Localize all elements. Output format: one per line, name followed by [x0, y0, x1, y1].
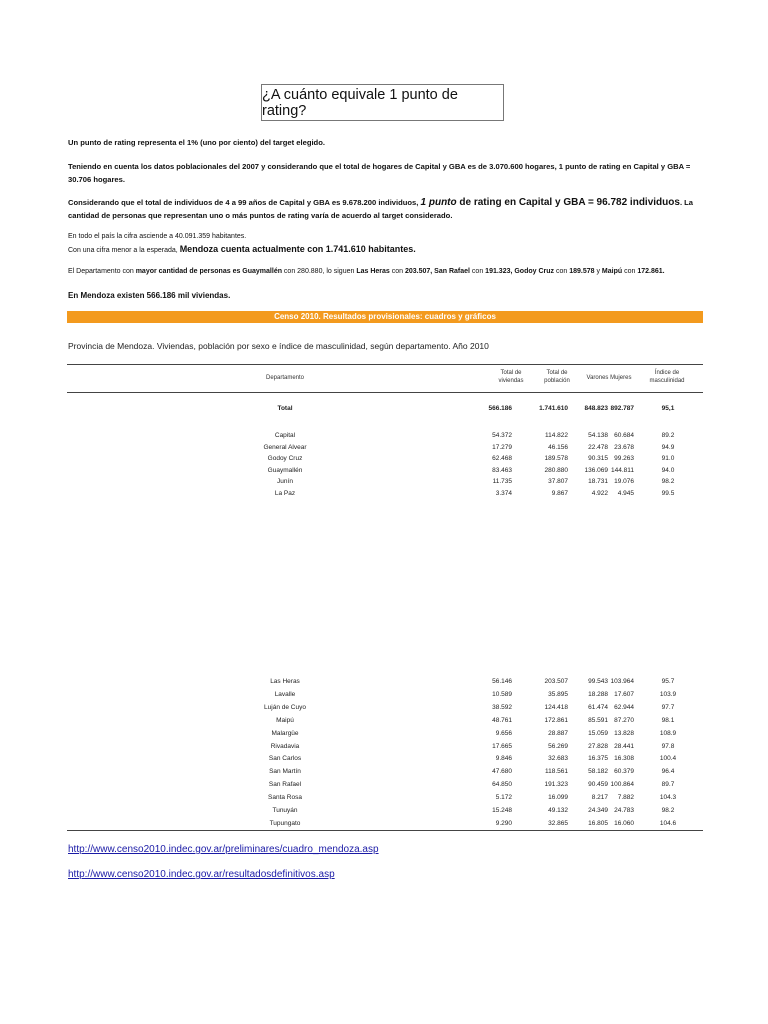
table-row-dep: General Alvear — [263, 443, 307, 451]
table-row-ind: 108.9 — [659, 729, 677, 737]
table-row-ind: 89.2 — [661, 432, 675, 439]
table-row-pob: 32.865 — [548, 819, 568, 827]
table-row-var: 18.288 — [588, 690, 608, 698]
table-row-muj: 16.308 — [614, 755, 634, 763]
table-total-muj: 892.787 — [610, 405, 634, 412]
table-row-muj: 19.076 — [614, 478, 634, 486]
table-row-muj: 60.379 — [614, 768, 634, 776]
table-row-dep: Tunuyán — [272, 807, 298, 814]
table-row-muj: 7.882 — [617, 794, 634, 802]
table-row-viv: 38.592 — [492, 703, 512, 711]
table-row-ind: 98.1 — [661, 716, 675, 724]
table-row-muj: 62.944 — [614, 703, 634, 711]
paragraph-departamentos — [68, 265, 708, 278]
table-row-viv: 47.680 — [492, 768, 512, 776]
table-row-dep: La Paz — [274, 490, 296, 497]
table-row-var: 8.217 — [591, 794, 608, 802]
table-row-dep: San Rafael — [268, 781, 302, 789]
table-row-pob: 172.861 — [544, 716, 568, 724]
text-segment: con — [469, 268, 486, 275]
paragraph-hogares: Teniendo en cuenta los datos poblacionales del 2007 y considerando que el total de hogares de Capital y GBA es de 3.070.600 hogares, 1 punto de rating en Capital y GBA = 30.706 hogares. — [68, 162, 691, 184]
table-total-ind: 95,1 — [661, 405, 675, 412]
text-segment-bold: 189.578 — [569, 268, 595, 275]
header-line: Total de — [500, 370, 522, 376]
table-row-pob: 35.895 — [548, 690, 568, 698]
table-row-viv: 9.656 — [495, 729, 512, 737]
table-row-ind: 104.3 — [659, 794, 677, 802]
table-row-ind: 97.8 — [661, 742, 675, 750]
table-row-var: 90.315 — [588, 455, 608, 463]
table-row-viv: 11.735 — [492, 478, 512, 486]
table-row-ind: 99.5 — [661, 490, 675, 497]
table-row-pob: 189.578 — [544, 455, 568, 463]
table-row-dep: Rivadavia — [270, 742, 300, 750]
table-row-var: 61.474 — [588, 703, 608, 711]
table-row-viv: 9.846 — [495, 755, 512, 763]
link-cuadro-mendoza[interactable]: http://www.censo2010.indec.gov.ar/preliminares/cuadro_mendoza.asp — [68, 844, 379, 855]
table-row-muj: 24.783 — [614, 807, 634, 814]
table-row-ind: 94.9 — [661, 443, 675, 451]
header-line: masculinidad — [649, 378, 685, 384]
text-segment: con — [554, 268, 570, 275]
table-row-pob: 46.156 — [548, 443, 568, 451]
table-row-dep: Tupungato — [269, 819, 301, 827]
paragraph-rating-definition: Un punto de rating representa el 1% (uno por ciento) del target elegido. — [68, 138, 325, 147]
table-row-pob: 9.867 — [551, 490, 568, 497]
header-line: población — [544, 378, 570, 384]
table-row-muj: 144.811 — [610, 466, 634, 474]
table-row-ind: 89.7 — [661, 781, 675, 789]
table-header-rule — [67, 392, 703, 393]
text-segment: con 280.880, lo siguen — [281, 268, 357, 275]
table-row-muj: 16.060 — [614, 819, 634, 827]
header-indice — [642, 369, 692, 385]
table-row-var: 4.922 — [591, 490, 608, 497]
text-segment-bold: mayor cantidad de personas es Guaymallén — [135, 268, 282, 275]
table-total-var: 848.823 — [584, 405, 608, 412]
table-row-var: 15.059 — [588, 729, 608, 737]
table-row-viv: 48.761 — [492, 716, 512, 724]
text-segment: con — [389, 268, 405, 275]
header-poblacion — [534, 369, 580, 385]
text-line — [68, 243, 708, 257]
header-line: viviendas — [498, 378, 524, 384]
table-row-var: 18.731 — [588, 478, 608, 486]
table-row-muj: 4.945 — [617, 490, 634, 497]
text-line: En todo el país la cifra asciende a 40.091.359 habitantes. — [68, 233, 247, 240]
table-caption: Provincia de Mendoza. Viviendas, población por sexo e índice de masculinidad, según departamento. Año 2010 — [68, 341, 489, 351]
text-segment-italic: 1 punto — [420, 197, 457, 208]
table-row-dep: Junín — [277, 478, 293, 486]
table-row-var: 16.805 — [588, 819, 608, 827]
header-departamento: Departamento — [265, 375, 305, 381]
table-row-muj: 100.864 — [610, 781, 634, 789]
table-row-ind: 97.7 — [661, 703, 675, 711]
text-segment: El Departamento con — [68, 268, 136, 275]
table-row-muj: 13.828 — [614, 729, 634, 737]
table-row-viv: 17.665 — [492, 742, 512, 750]
table-total-viv: 566.186 — [488, 405, 512, 412]
table-row-var: 16.375 — [588, 755, 608, 763]
table-row-muj: 87.270 — [614, 716, 634, 724]
header-varones-mujeres: Varones Mujeres — [586, 375, 632, 381]
table-row-dep: Malargüe — [271, 729, 299, 737]
table-row-pob: 32.683 — [548, 755, 568, 763]
link-resultados-definitivos[interactable]: http://www.censo2010.indec.gov.ar/resultadosdefinitivos.asp — [68, 869, 335, 880]
table-row-viv: 9.290 — [495, 819, 512, 827]
table-row-viv: 64.850 — [492, 781, 512, 789]
table-row-dep: Maipú — [276, 716, 294, 724]
table-row-ind: 94.0 — [661, 466, 675, 474]
table-row-muj: 103.964 — [610, 678, 634, 685]
header-line: Índice de — [654, 370, 680, 376]
table-row-viv: 10.589 — [492, 690, 512, 698]
table-row-ind: 95.7 — [661, 678, 675, 685]
text-segment: y — [594, 268, 602, 275]
table-row-pob: 280.880 — [544, 466, 568, 474]
text-segment-bold: 203.507, San Rafael — [404, 268, 470, 275]
table-row-pob: 114.822 — [544, 432, 568, 439]
text-segment: . La cantidad de personas que representan uno o más puntos de rating varía de acuerdo al target considerado. — [68, 198, 694, 220]
table-row-dep: Godoy Cruz — [267, 455, 303, 463]
table-row-var: 27.828 — [588, 742, 608, 750]
table-row-var: 136.069 — [584, 466, 608, 474]
table-row-viv: 54.372 — [492, 432, 512, 439]
text-segment-bold: Las Heras — [356, 268, 390, 275]
table-row-dep: Las Heras — [270, 678, 300, 685]
header-line: Total de — [546, 370, 568, 376]
table-row-pob: 118.561 — [544, 768, 568, 776]
table-row-ind: 96.4 — [661, 768, 675, 776]
table-row-viv: 5.172 — [495, 794, 512, 802]
text-segment-bold: Maipú — [601, 268, 623, 275]
table-row-viv: 62.468 — [492, 455, 512, 463]
table-row-muj: 60.684 — [614, 432, 634, 439]
table-row-viv: 3.374 — [495, 490, 512, 497]
table-row-var: 90.459 — [588, 781, 608, 789]
table-row-dep: Capital — [274, 432, 296, 439]
table-row-var: 99.543 — [588, 678, 608, 685]
text-segment: con — [622, 268, 638, 275]
table-row-pob: 28.887 — [548, 729, 568, 737]
census-banner: Censo 2010. Resultados provisionales: cuadros y gráficos — [67, 311, 703, 323]
text-segment: Con una cifra menor a la esperada, — [68, 247, 180, 254]
table-row-dep: Luján de Cuyo — [264, 703, 306, 711]
table-row-viv: 17.279 — [492, 443, 512, 451]
table-row-pob: 16.099 — [548, 794, 568, 802]
table-row-ind: 103.9 — [659, 690, 677, 698]
table-row-dep: Guaymallén — [267, 466, 303, 474]
table-row-ind: 100.4 — [659, 755, 677, 763]
page-title: ¿A cuánto equivale 1 punto de rating? — [261, 84, 504, 121]
table-row-pob: 56.269 — [548, 742, 568, 750]
table-row-muj: 23.678 — [614, 443, 634, 451]
paragraph-viviendas: En Mendoza existen 566.186 mil viviendas. — [68, 291, 231, 300]
table-row-ind: 104.6 — [659, 819, 677, 827]
table-row-dep: San Martín — [269, 768, 301, 776]
table-total-dep: Total — [277, 405, 293, 412]
table-row-pob: 37.807 — [548, 478, 568, 486]
table-total-pob: 1.741.610 — [539, 405, 568, 412]
table-row-pob: 49.132 — [548, 807, 568, 814]
table-row-viv: 15.248 — [492, 807, 512, 814]
text-segment-big: de rating en Capital y GBA = 96.782 individuos — [456, 197, 680, 208]
table-row-pob: 203.507 — [544, 678, 568, 685]
table-row-ind: 98.2 — [661, 807, 675, 814]
paragraph-poblacion — [68, 231, 708, 257]
table-row-var: 22.478 — [588, 443, 608, 451]
table-row-muj: 99.263 — [614, 455, 634, 463]
table-row-pob: 124.418 — [544, 703, 568, 711]
text-segment-big: Mendoza cuenta actualmente con 1.741.610 habitantes. — [179, 244, 416, 254]
table-row-var: 54.138 — [588, 432, 608, 439]
table-row-ind: 91.0 — [661, 455, 675, 463]
table-row-dep: Lavalle — [274, 690, 296, 698]
table-row-var: 58.182 — [588, 768, 608, 776]
table-row-viv: 83.463 — [492, 466, 512, 474]
text-segment: Considerando que el total de individuos de 4 a 99 años de Capital y GBA es 9.678.200 individuos, — [68, 198, 421, 207]
table-row-viv: 56.146 — [492, 678, 512, 685]
table-row-var: 85.591 — [588, 716, 608, 724]
text-segment-bold: 191.323, Godoy Cruz — [485, 268, 555, 275]
text-segment-bold: 172.861. — [637, 268, 665, 275]
table-bottom-rule — [67, 830, 703, 831]
table-row-dep: Santa Rosa — [268, 794, 302, 802]
table-row-var: 24.349 — [588, 807, 608, 814]
table-row-dep: San Carlos — [268, 755, 302, 763]
paragraph-individuos — [68, 196, 708, 222]
table-row-muj: 28.441 — [614, 742, 634, 750]
table-top-rule — [67, 364, 703, 365]
table-row-muj: 17.607 — [614, 690, 634, 698]
header-viviendas — [490, 369, 532, 385]
table-row-pob: 191.323 — [544, 781, 568, 789]
table-row-ind: 98.2 — [661, 478, 675, 486]
